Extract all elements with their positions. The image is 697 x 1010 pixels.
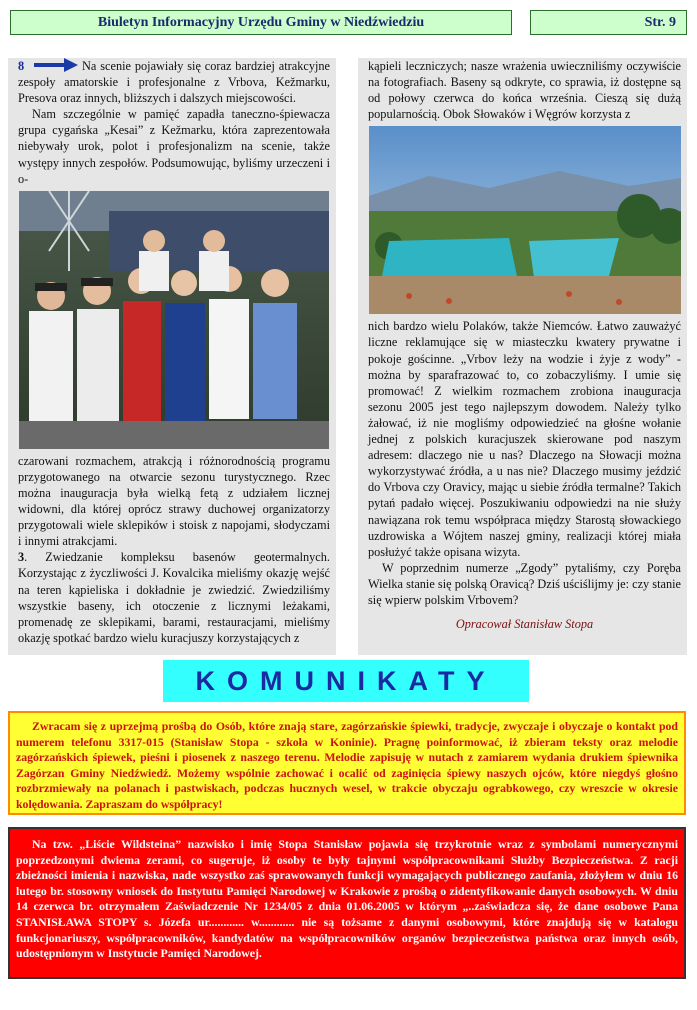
paragraph-kesai-a: Nam szczególnie w pamięć zapadła taneczno-śpiewacza grupa cygańska „Kesai” z Kežmarku, która zaprezentowała niebywały urok, polot i profesjonalizm na scenie, także występy innych zespołów. Podsumowując, byliśmy urzeczeni i o- (18, 107, 330, 186)
paragraph-kesai-b: czarowani rozmachem, atrakcją i różnorodnością programu przygotowanego na otwarcie sezonu turystycznego. Rzec można inauguracja była wielką fetą z udziałem licznej widowni, dla której oprócz strawy duchowej organizatorzy przygotowali wiele sklepików i stoisk z napojami, słodyczami i innymi atrakcjami. (18, 453, 330, 549)
paragraph-zgoda: W poprzednim numerze „Zgody” pytaliśmy, czy Poręba Wielka stanie się polską Oravicą? Dziś uściślijmy je: czy stanie się wpierw polskim Vrbovem? (368, 560, 681, 607)
thermal-pools-photo (369, 126, 681, 314)
paragraph-baths (18, 549, 330, 646)
announcement-songs-text: Zwracam się z uprzejmą prośbą do Osób, które znają stare, zagórzańskie śpiewki, tradycje, zwyczaje i obyczaje o kontakt pod numerem telefonu 3317-015 (Stanisław Stopa - szkoła w Koninie). Pragnę poinformować, iż zbieram teksty oraz melodie zagórzańskich śpiewek, pieśni i piosenek z naszego terenu. Melodie zapisuję w nutach z zamiarem wydania drukiem śpiewnika Zagórzan Gminy Niedźwiedź. Możemy wspólnie zachować i ocalić od zaginięcia śpiewy naszych ojców, które niegdyś głośno rozbrzmiewały na polanach i pastwiskach, podczas hucznych wesel, w trakcie obyczaju ograbkowego, czy wreszcie w okresie kolędowania. Zapraszam do współpracy! (16, 719, 678, 811)
intro-paragraph (18, 58, 330, 106)
baths-text: . Zwiedzanie kompleksu basenów geotermalnych. Korzystając z życzliwości J. Kovalcika mieliśmy okazję wejść na teren kąpieliska i dokładnie je zwiedzić. Zwiedziliśmy wszystkie baseny, ich otoczenie z licznymi leżakami, promenadę ze sklepikami, barami, restauracjami, mieliśmy okazję spotkać bardzo wielu kuracjuszy korzystających z (18, 550, 330, 645)
intro-text: Na scenie pojawiały się coraz bardziej atrakcyjne zespoły amatorskie i profesjonalne z Vrbova, Kežmarku, Presova oraz innych, bliższych i dalszych miejscowości. (18, 59, 330, 106)
paragraph-baths-cont: kąpieli leczniczych; nasze wrażenia uwieczniliśmy oczywiście na fotografiach. Baseny są odkryte, co sprawia, iż dostępne są od połowy czerwca do końca września. Cieszą się dużą popularnością. Obok Słowaków i Węgrów korzysta z (368, 59, 681, 122)
announcement-ipn-text: Na tzw. „Liście Wildsteina” nazwisko i imię Stopa Stanisław pojawia się trzykrotnie wraz z symbolami numerycznymi poprzedzonymi dwiema zerami, co sugeruje, iż osoby te były tajnymi współpracownikami Służby Bezpieczeństwa. Z racji zbieżności imienia i nazwiska, nade wszystko zaś sprawowanych funkcji wymagających publicznego zaufania, złożyłem w dniu 16 lutego br. stosowny wniosek do Instytutu Pamięci Narodowej w Krakowie z prośbą o zidentyfikowanie danych osobowych. W dniu 14 czerwca br. otrzymałem Zaświadczenie Nr 1234/05 z dnia 01.06.2005 w którym „..zaświadcza się, że dane osobowe Pana STANISŁAWA STOPY s. Józefa ur............ w............ nie są tożsame z danymi osobowymi, które znajdują się w katalogu funkcjonariuszy, współpracowników, kandydatów na współpracowników organów bezpieczeństwa państwa oraz innych osób, udostępnionym w Instytucie Pamięci Narodowej. (16, 837, 678, 961)
article-column-right (358, 58, 687, 655)
folk-dancers-photo (19, 191, 329, 449)
section-number: 8 (18, 59, 25, 73)
arrow-right-icon (34, 58, 78, 72)
announcement-ipn (8, 827, 686, 979)
announcement-songs (8, 711, 686, 815)
section-number-3: 3 (18, 550, 25, 565)
bulletin-title: Biuletyn Informacyjny Urzędu Gminy w Niedźwiedziu (10, 10, 512, 35)
paragraph-vrbov: nich bardzo wielu Polaków, także Niemców. Łatwo zauważyć liczne reklamujące się w miasteczku kwatery prywatne i pokoje gościnne. „Vrbov leży na wodzie i żyje z wody” - można by sparafrazować to, co zobaczyliśmy. I umie się promować! Z wielkim rozmachem zrobiona inauguracja sezonu 2005 jest tego najlepszym dowodem. Należy tylko żałować, iż nie mogliśmy odpowiedzieć na głośne wołanie jednej z polskich kuracjuszek skierowane pod naszym adresem: dlaczego nie u nas? Dlaczego na Słowacji można wykorzystywać źródła, a u nas nie? Dlaczego musimy jeździć do Vrbova czy Oravicy, mając u siebie źródła termalne? Takich pytań padało więcej. Poszukiwaniu odpowiedzi na nie służy nawiązana rok temu współpraca między Starostą słowackiego uzdrowiska a Wójtem naszej gminy, realizacji której miała posłużyć także opisana wizyta. (368, 319, 681, 559)
author-signature: Opracował Stanisław Stopa (455, 617, 594, 632)
page-number: Str. 9 (530, 10, 687, 35)
article-column-left (8, 58, 336, 655)
announcements-heading: KOMUNIKATY (163, 660, 529, 702)
